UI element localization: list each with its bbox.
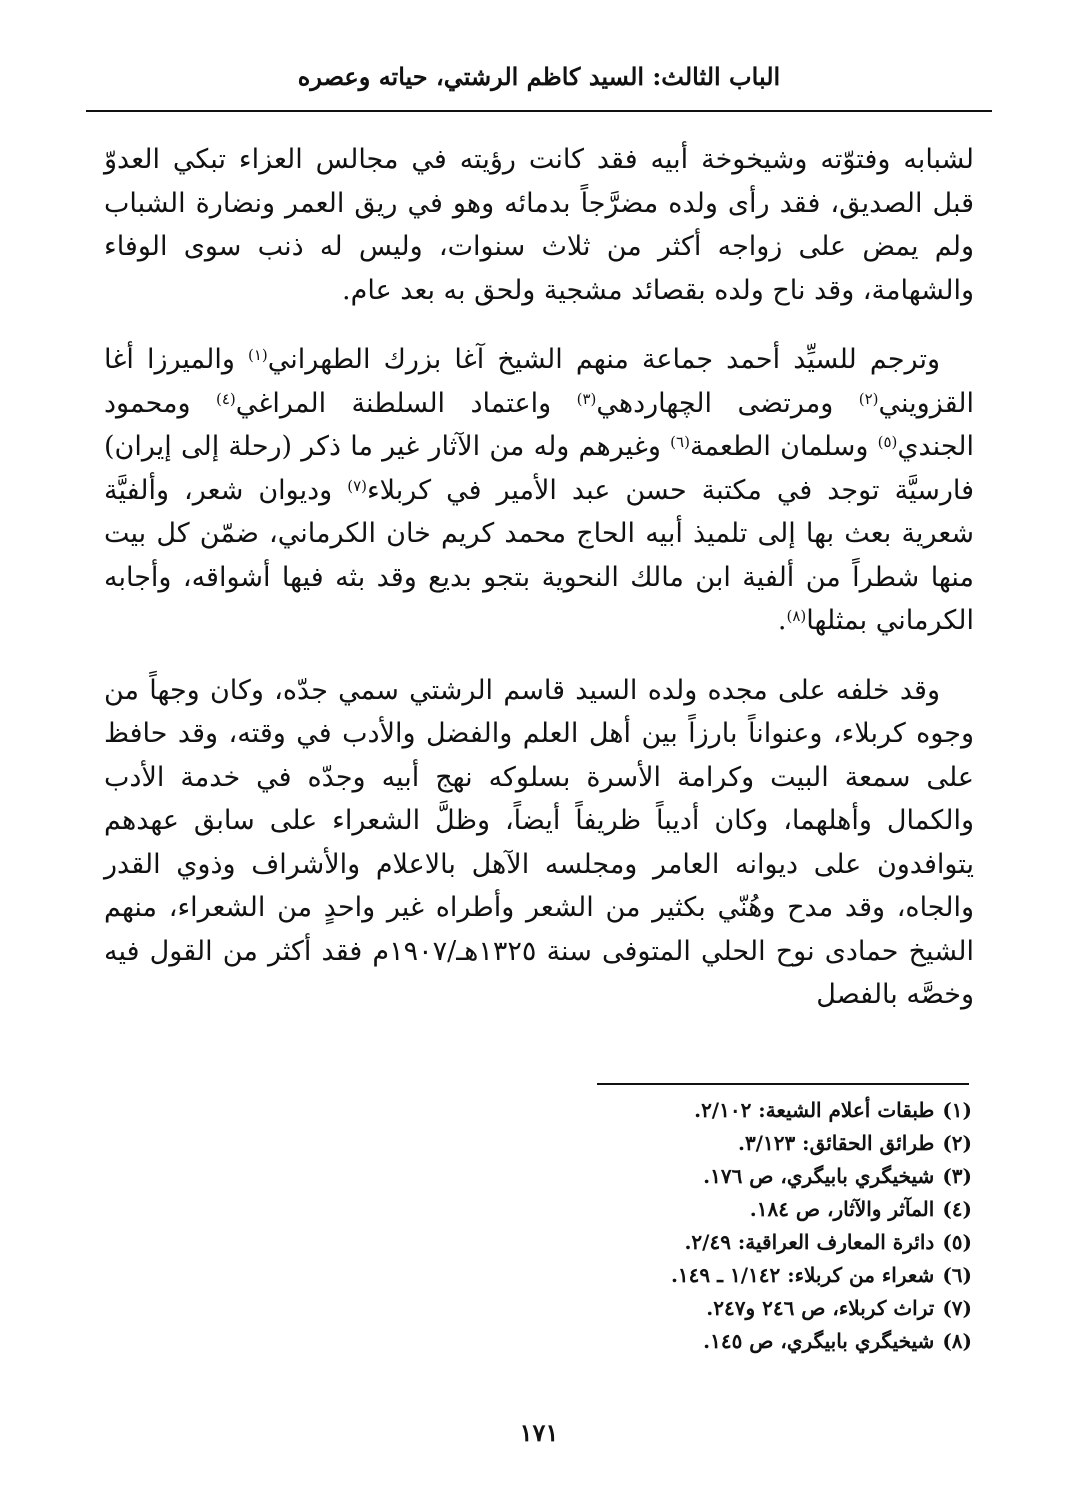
footnote-number: (٧) — [942, 1296, 972, 1320]
page-number: ١٧١ — [519, 1418, 559, 1447]
footnote-item — [552, 1127, 972, 1160]
footnote-number: (٥) — [942, 1230, 972, 1254]
paragraph-2-segment: واعتماد السلطنة المراغي — [235, 387, 577, 419]
footnote-text: شيخيگري بابيگري، ص ١٤٥. — [703, 1329, 935, 1353]
paragraph-2-segment: . — [777, 605, 787, 636]
footnote-item — [552, 1292, 972, 1325]
footnote-item — [552, 1325, 972, 1358]
footnote-ref-5[interactable]: (٥) — [877, 432, 898, 451]
footnote-ref-7[interactable]: (٧) — [347, 476, 367, 495]
footnote-rule — [597, 1083, 969, 1085]
footnote-number: (٢) — [942, 1131, 972, 1155]
paragraph-2-segment: وسلمان الطعمة — [689, 431, 878, 462]
footnote-number: (١) — [942, 1098, 972, 1122]
main-text — [104, 138, 974, 1017]
footnote-text: شعراء من كربلاء: ١/١٤٢ ـ ١٤٩. — [670, 1263, 935, 1287]
paragraph-2-segment: ومرتضى الچهاردهي — [596, 387, 859, 419]
header-rule — [86, 110, 992, 112]
paragraph-2-segment: ومحمود الجندي — [104, 387, 974, 462]
footnote-text: شيخيگري بابيگري، ص ١٧٦. — [703, 1164, 935, 1188]
footnote-item — [552, 1160, 972, 1193]
footnote-ref-2[interactable]: (٢) — [858, 389, 879, 408]
paragraph-2-segment: وديوان شعر، وألفيَّة شعرية بعث بها إلى تلميذ أبيه الحاج محمد كريم خان الكرماني، ضمّن كل بيت منها شطراً من ألفية ابن مالك النحوية بتجو بديع وقد بثه فيها أشواقه، وأجابه الكرماني بمثلها — [104, 474, 974, 636]
footnote-ref-3[interactable]: (٣) — [576, 389, 597, 408]
footnote-number: (٣) — [942, 1164, 972, 1188]
running-header: الباب الثالث: السيد كاظم الرشتي، حياته وعصره — [297, 62, 781, 91]
paragraph-2-segment: وترجم للسيِّد أحمد جماعة منهم الشيخ آغا بزرك الطهراني — [267, 344, 940, 375]
footnote-ref-6[interactable]: (٦) — [670, 432, 690, 451]
footnote-item — [552, 1259, 972, 1292]
paragraph-2-segment: والميرزا أغا القزويني — [104, 344, 974, 419]
footnote-item — [552, 1193, 972, 1226]
paragraph-2-segment: وغيرهم وله من الآثار غير ما ذكر (رحلة إلى إيران) فارسيَّة توجد في مكتبة حسن عبد الأمير في كربلاء — [104, 431, 975, 506]
footnote-text: طرائق الحقائق: ٣/١٢٣. — [737, 1131, 935, 1155]
paragraph-3: وقد خلفه على مجده ولده السيد قاسم الرشتي سمي جدّه، وكان وجهاً من وجوه كربلاء، وعنواناً بارزاً بين أهل العلم والفضل والأدب في وقته، وقد حافظ على سمعة البيت وكرامة الأسرة بسلوكه نهج أبيه وجدّه في خدمة الأدب والكمال وأهلهما، وكان أديباً ظريفاً أيضاً، وظلَّ الشعراء على سابق عهدهم يتوافدون على ديوانه العامر ومجلسه الآهل بالاعلام والأشراف وذوي القدر والجاه، وقد مدح وهُنّي بكثير من الشعر وأطراه غير واحدٍ من الشعراء، منهم الشيخ حمادى نوح الحلي المتوفى سنة ١٣٢٥هـ/١٩٠٧م فقد أكثر من القول فيه وخصَّه بالفصل — [104, 674, 975, 1010]
footnote-number: (٤) — [942, 1197, 972, 1221]
footnote-ref-8[interactable]: (٨) — [786, 606, 807, 625]
footnote-item — [552, 1226, 972, 1259]
footnotes-list — [552, 1094, 972, 1358]
footnote-text: دائرة المعارف العراقية: ٢/٤٩. — [684, 1230, 935, 1254]
footnote-text: طبقات أعلام الشيعة: ٢/١٠٢. — [694, 1098, 935, 1122]
footnote-ref-4[interactable]: (٤) — [215, 389, 236, 408]
paragraph-1: لشبابه وفتوّته وشيخوخة أبيه فقد كانت رؤيته في مجالس العزاء تبكي العدوّ قبل الصديق، فقد رأى ولده مضرَّجاً بدمائه وهو في ريق العمر ونضارة الشباب ولم يمض على زواجه أكثر من ثلاث سنوات، وليس له ذنب سوى الوفاء والشهامة، وقد ناح ولده بقصائد مشجية ولحق به بعد عام. — [104, 144, 974, 306]
footnote-number: (٦) — [942, 1263, 972, 1287]
footnote-ref-1[interactable]: (١) — [248, 345, 268, 364]
footnote-number: (٨) — [942, 1329, 972, 1353]
footnote-text: تراث كربلاء، ص ٢٤٦ و٢٤٧. — [706, 1296, 935, 1320]
paragraph-2 — [104, 338, 974, 643]
footnote-text: المآثر والآثار، ص ١٨٤. — [749, 1197, 935, 1221]
footnote-item — [552, 1094, 972, 1127]
